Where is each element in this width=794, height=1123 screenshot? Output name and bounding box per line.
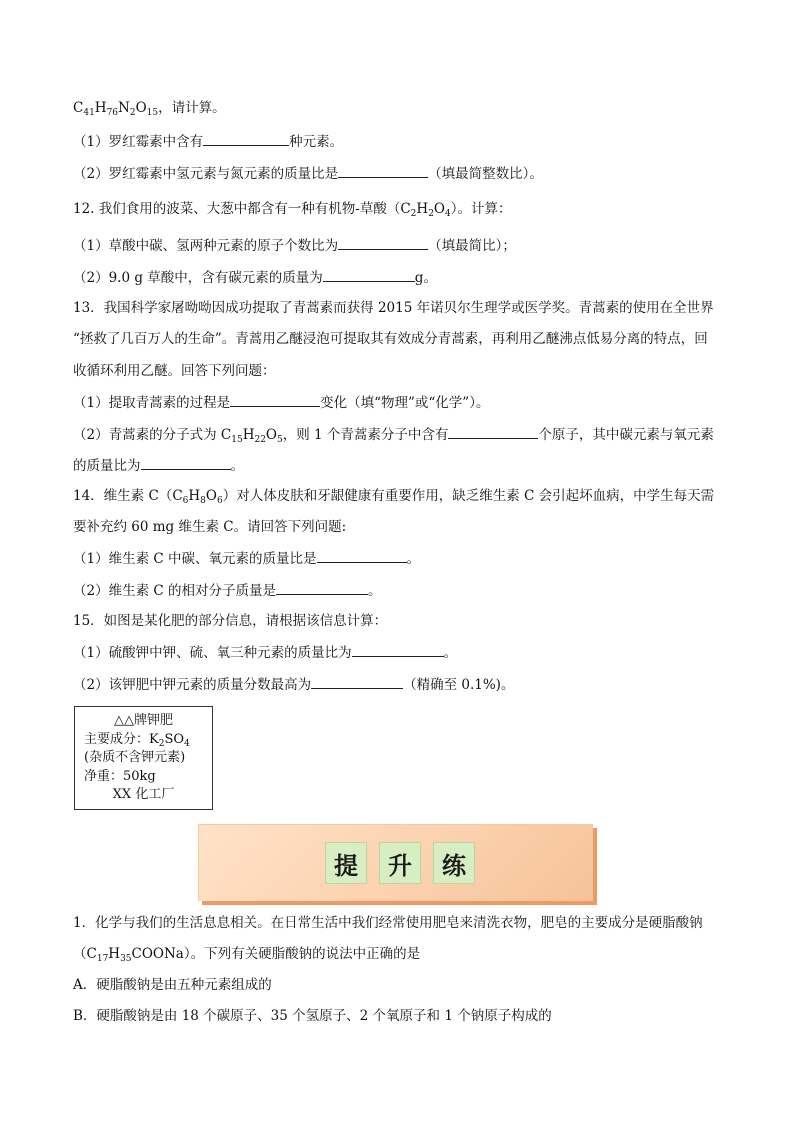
q14-part1: （1）维生素 C 中碳、氧元素的质量比是 。: [73, 548, 420, 569]
label-ingredient: 主要成分：$K_2SO_4$: [84, 731, 190, 749]
banner-char: 练: [433, 842, 475, 884]
q13-stem-line3: 收循环利用乙醚。回答下列问题：: [73, 363, 276, 379]
q15-part1: （1）硫酸钾中钾、硫、氧三种元素的质量比为 。: [73, 642, 457, 663]
q13-part2-cont: 的质量比为 。: [73, 455, 244, 476]
banner-char: 提: [325, 842, 367, 884]
q11-part1: （1）罗红霉素中含有 种元素。: [73, 131, 343, 152]
q15-part2: （2）该钾肥中钾元素的质量分数最高为 （精确至 0.1%)。: [73, 674, 514, 695]
q14-part2: （2）维生素 C 的相对分子质量是 。: [73, 580, 382, 601]
p1-stem-line2: $(C_{17}H_{35}COONa)$。下列有关硬脂酸钠的说法中正确的是: [73, 946, 421, 964]
q14-stem-line2: 要补充约 60 mg 维生素 C。请回答下列问题:: [73, 519, 347, 535]
label-weight: 净重：50kg: [84, 768, 156, 784]
p1-stem-line1: 1．化学与我们的生活息息相关。在日常生活中我们经常使用肥皂来清洗衣物，肥皂的主要成分是硬脂酸钠: [73, 915, 703, 931]
section-banner: [198, 824, 593, 901]
p1-option-b[interactable]: B．硬脂酸钠是由 18 个碳原子、35 个氢原子、2 个氧原子和 1 个钠原子构成的: [73, 1008, 552, 1024]
q15-stem: 15．如图是某化肥的部分信息，请根据该信息计算：: [73, 613, 388, 629]
answer-blank[interactable]: [141, 455, 231, 470]
q13-part1: （1）提取青蒿素的过程是 变化（填“物理”或“化学”）。: [73, 392, 489, 413]
p1-option-a[interactable]: A．硬脂酸钠是由五种元素组成的: [73, 977, 272, 993]
answer-blank[interactable]: [352, 642, 444, 657]
q13-stem-line2: “拯救了几百万人的生命”。青蒿用乙醚浸泡可提取其有效成分青蒿素，再利用乙醚沸点低易分离的特点，回: [73, 331, 708, 347]
answer-blank[interactable]: [317, 548, 407, 563]
answer-blank[interactable]: [338, 163, 428, 178]
q14-stem-line1: 14．维生素 $C(C_6H_8O_6)$对人体皮肤和牙龈健康有重要作用，缺乏维生素 C 会引起坏血病，中学生每天需: [73, 488, 715, 506]
answer-blank[interactable]: [203, 131, 289, 146]
q13-part2: （2）青蒿素的分子式为 $C_{15}H_{22}O_5$，则 1 个青蒿素分子中含有 个原子，其中碳元素与氧元素: [73, 424, 714, 445]
fertilizer-label: [74, 706, 213, 810]
q13-stem-line1: 13．我国科学家屠呦呦因成功提取了青蒿素而获得 2015 年诺贝尔生理学或医学奖。青蒿素的使用在全世界: [73, 300, 714, 316]
label-note: (杂质不含钾元素): [84, 750, 186, 765]
answer-blank[interactable]: [276, 580, 368, 595]
label-factory: XX 化工厂: [112, 787, 175, 802]
q11-part2: （2）罗红霉素中氢元素与氮元素的质量比是 （填最简整数比）。: [73, 163, 543, 184]
answer-blank[interactable]: [323, 267, 415, 282]
q12-part1: （1）草酸中碳、氢两种元素的原子个数比为 （填最简比）；: [73, 235, 516, 256]
q12-stem: 12. 我们食用的波菜、大葱中都含有一种有机物-草酸$(C_2H_2O_4)$。计算：: [73, 201, 512, 219]
answer-blank[interactable]: [338, 235, 428, 250]
answer-blank[interactable]: [230, 392, 320, 407]
answer-blank[interactable]: [311, 674, 403, 689]
q12-part2: （2）9.0 g 草酸中，含有碳元素的质量为 g。: [73, 267, 437, 288]
q11-formula-line: $C_{41}H_{76}N_2O_{15}$，请计算。: [73, 100, 226, 118]
answer-blank[interactable]: [448, 424, 538, 439]
banner-char: 升: [379, 842, 421, 884]
label-title: △△牌钾肥: [114, 713, 173, 728]
